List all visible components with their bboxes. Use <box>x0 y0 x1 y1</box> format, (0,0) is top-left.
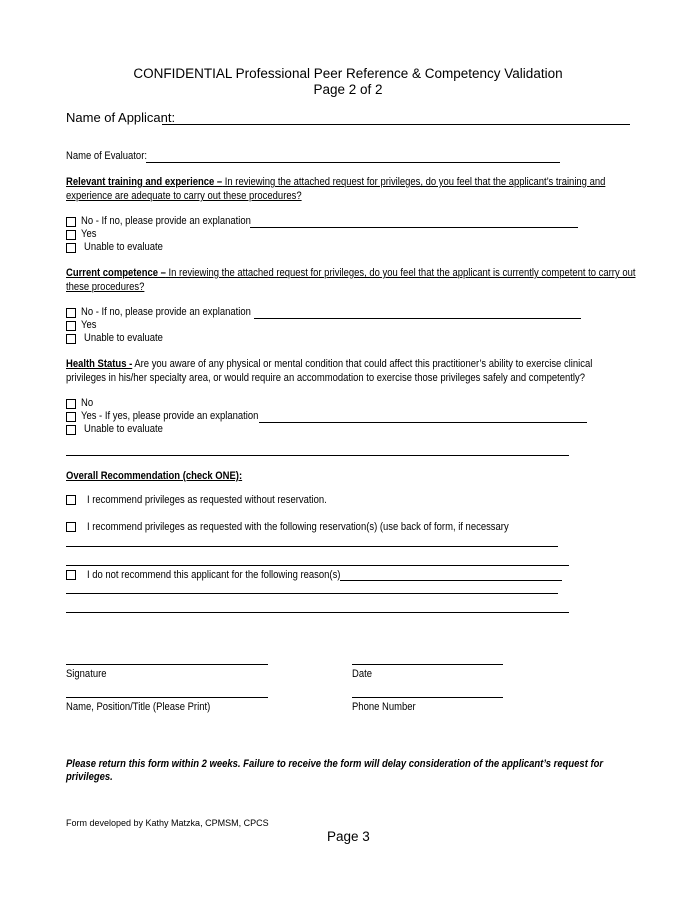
competence-heading: Current competence – <box>66 267 166 279</box>
reason-line-3[interactable] <box>66 612 569 613</box>
competence-explanation-field[interactable] <box>254 318 581 319</box>
competence-question-line1: In reviewing the attached request for privileges, do you feel that the applicant is currently competent to carry out <box>165 267 636 279</box>
form-credit: Form developed by Kathy Matzka, CPMSM, CPCS <box>66 818 269 828</box>
competence-question-line2: these procedures? <box>66 281 145 293</box>
page-indicator: Page 2 of 2 <box>313 82 383 97</box>
recommend-no-reservation-label: I recommend privileges as requested without reservation. <box>87 494 327 506</box>
reservation-line-2[interactable] <box>66 565 569 566</box>
training-no-checkbox[interactable] <box>66 217 76 227</box>
do-not-recommend-checkbox[interactable] <box>66 570 76 580</box>
competence-question <box>66 267 635 279</box>
health-unable-label: Unable to evaluate <box>84 423 163 435</box>
signature-label: Signature <box>66 668 107 680</box>
recommend-no-reservation-checkbox[interactable] <box>66 495 76 505</box>
date-field[interactable] <box>352 664 503 665</box>
health-no-checkbox[interactable] <box>66 399 76 409</box>
training-unable-checkbox[interactable] <box>66 243 76 253</box>
training-question <box>66 176 605 188</box>
evaluator-name-field[interactable] <box>146 162 560 163</box>
health-heading: Health Status - <box>66 358 133 370</box>
applicant-label: Name of Applicant: <box>66 110 176 125</box>
recommend-with-reservation-label: I recommend privileges as requested with the following reservation(s) (use back of form, if necessary <box>87 521 509 533</box>
health-no-label: No <box>81 397 94 409</box>
training-unable-label: Unable to evaluate <box>84 241 163 253</box>
phone-label: Phone Number <box>352 701 416 713</box>
reason-line-2[interactable] <box>66 593 558 594</box>
training-yes-label: Yes <box>81 228 97 240</box>
phone-field[interactable] <box>352 697 503 698</box>
competence-yes-checkbox[interactable] <box>66 321 76 331</box>
health-extra-line[interactable] <box>66 455 569 456</box>
do-not-recommend-label: I do not recommend this applicant for the following reason(s) <box>87 569 341 581</box>
health-question <box>66 358 592 370</box>
health-unable-checkbox[interactable] <box>66 425 76 435</box>
training-heading: Relevant training and experience – <box>66 176 223 188</box>
competence-no-label: No - If no, please provide an explanation <box>81 306 251 318</box>
reservation-line-1[interactable] <box>66 546 558 547</box>
health-question-line2: privileges in his/her specialty area, or would require an accommodation to exercise those privileges safely and competently? <box>66 372 585 384</box>
reason-line-1[interactable] <box>340 580 562 581</box>
page-number: Page 3 <box>327 829 370 844</box>
evaluator-label: Name of Evaluator: <box>66 150 147 162</box>
return-instructions-line1: Please return this form within 2 weeks. Failure to receive the form will delay consideration of the applicant’s request for <box>66 758 604 770</box>
competence-unable-checkbox[interactable] <box>66 334 76 344</box>
form-title: CONFIDENTIAL Professional Peer Reference & Competency Validation <box>133 66 563 81</box>
competence-unable-label: Unable to evaluate <box>84 332 163 344</box>
name-title-label: Name, Position/Title (Please Print) <box>66 701 211 713</box>
recommend-with-reservation-checkbox[interactable] <box>66 522 76 532</box>
health-yes-checkbox[interactable] <box>66 412 76 422</box>
training-no-label: No - If no, please provide an explanation <box>81 215 251 227</box>
applicant-name-field[interactable] <box>162 124 630 125</box>
training-question-line1: In reviewing the attached request for privileges, do you feel that the applicant’s training and <box>222 176 606 188</box>
competence-no-checkbox[interactable] <box>66 308 76 318</box>
training-explanation-field[interactable] <box>250 227 578 228</box>
recommendation-heading: Overall Recommendation (check ONE): <box>66 470 243 482</box>
date-label: Date <box>352 668 372 680</box>
training-yes-checkbox[interactable] <box>66 230 76 240</box>
name-title-field[interactable] <box>66 697 268 698</box>
health-explanation-field[interactable] <box>259 422 587 423</box>
health-question-line1: Are you aware of any physical or mental condition that could affect this practitioner’s ability to exercise clinical <box>132 358 593 370</box>
competence-yes-label: Yes <box>81 319 97 331</box>
signature-field[interactable] <box>66 664 268 665</box>
return-instructions-line2: privileges. <box>66 771 113 783</box>
health-yes-label: Yes - If yes, please provide an explanation <box>81 410 259 422</box>
training-question-line2: experience are adequate to carry out these procedures? <box>66 190 302 202</box>
